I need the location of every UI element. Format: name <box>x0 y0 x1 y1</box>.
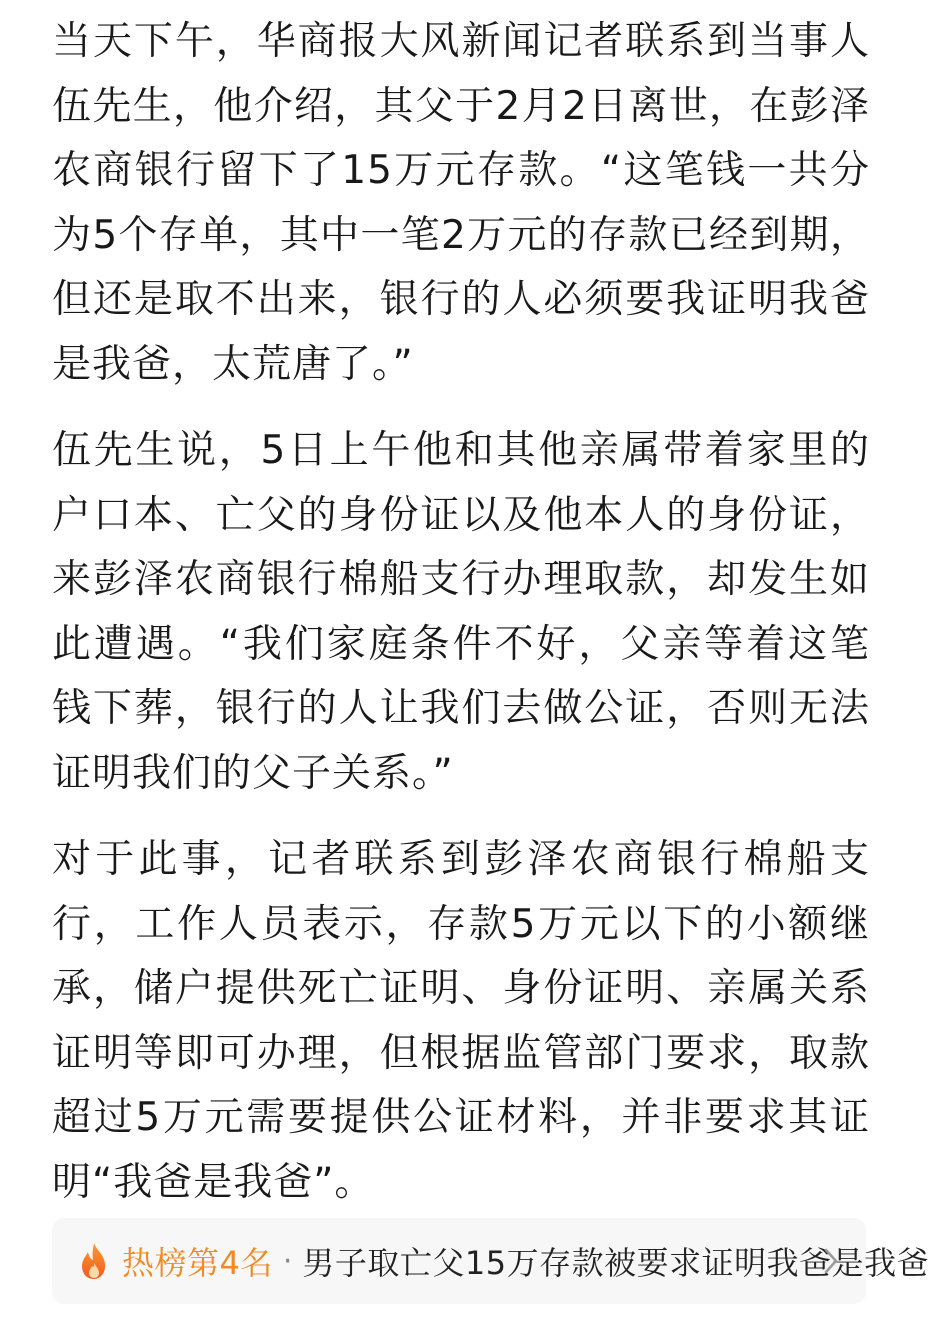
hot-list-link-card[interactable] <box>52 1218 929 1304</box>
article-paragraph-2: 伍先生说，5日上午他和其他亲属带着家里的户口本、亡父的身份证以及他本人的身份证，来彭泽农商银行棉船支行办理取款，却发生如此遭遇。“我们家庭条件不好，父亲等着这笔钱下葬，银行的人让我们去做公证，否则无法证明我们的父子关系。” <box>52 428 870 796</box>
article-paragraph-1: 当天下午，华商报大风新闻记者联系到当事人伍先生，他介绍，其父于2月2日离世，在彭泽农商银行留下了15万元存款。“这笔钱一共分为5个存单，其中一笔2万元的存款已经到期，但还是取不出来，银行的人必须要我证明我爸是我爸，太荒唐了。” <box>52 19 870 387</box>
separator-dot: · <box>282 1243 293 1279</box>
article-paragraph-3: 对于此事，记者联系到彭泽农商银行棉船支行，工作人员表示，存款5万元以下的小额继承，储户提供死亡证明、身份证明、亲属关系证明等即可办理，但根据监管部门要求，取款超过5万元需要提供公证材料，并非要求其证明“我爸是我爸”。 <box>52 837 870 1205</box>
hot-topic-title: 男子取亡父15万存款被要求证明我爸是我爸 <box>302 1244 929 1282</box>
flame-icon <box>78 1241 110 1281</box>
chevron-right-icon <box>820 1244 842 1278</box>
hot-rank-label: 热榜第4名 <box>122 1244 273 1282</box>
article-body <box>52 10 870 1215</box>
